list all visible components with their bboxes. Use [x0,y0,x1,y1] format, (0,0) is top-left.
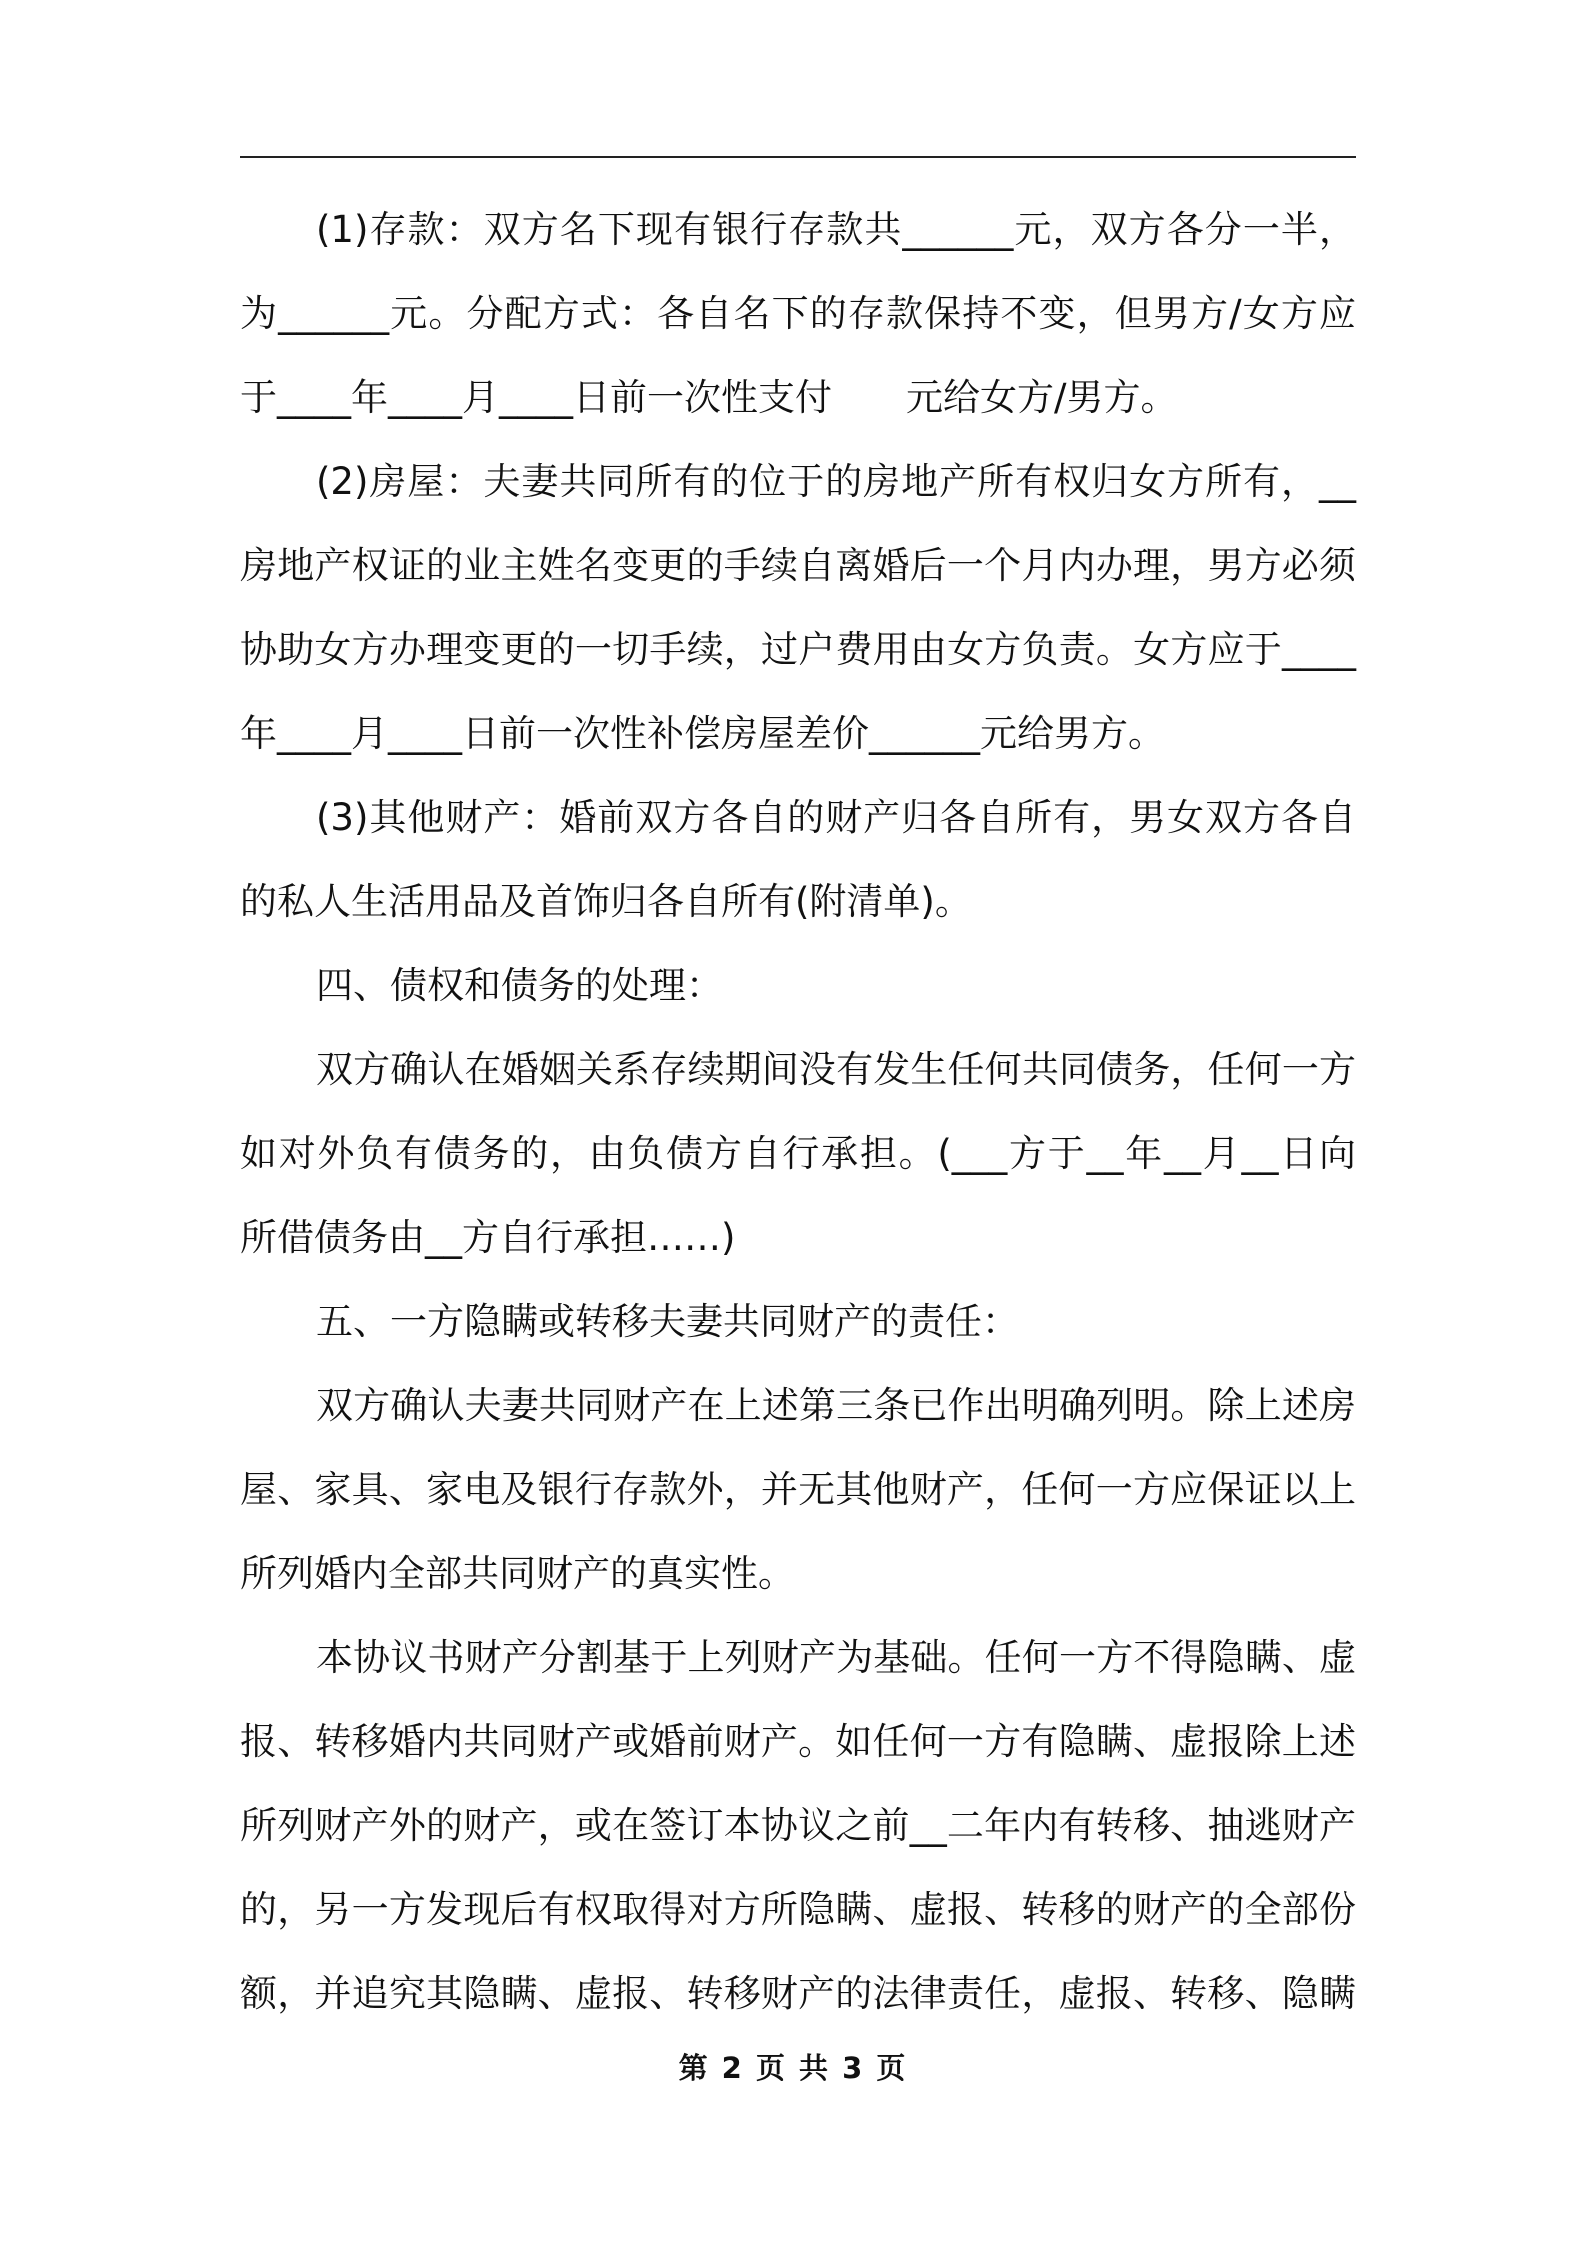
text-line: 报、转移婚内共同财产或婚前财产。如任何一方有隐瞒、虚报除上述 [240,1720,1356,1763]
text-line: 屋、家具、家电及银行存款外，并无其他财产，任何一方应保证以上 [240,1468,1356,1511]
text-line: 所借债务由__方自行承担……) [240,1216,736,1259]
text-line: 的私人生活用品及首饰归各自所有(附清单)。 [240,880,972,923]
text-line: 如对外负有债务的，由负债方自行承担。(___方于__年__月__日向 [240,1132,1356,1175]
text-line: (3)其他财产：婚前双方各自的财产归各自所有，男女双方各自 [316,796,1356,839]
section-heading: 五、一方隐瞒或转移夫妻共同财产的责任： [316,1300,1019,1343]
text-line: 协助女方办理变更的一切手续，过户费用由女方负责。女方应于____ [240,628,1356,671]
text-line: 所列财产外的财产，或在签订本协议之前__二年内有转移、抽逃财产 [240,1804,1356,1847]
section-heading: 四、债权和债务的处理： [316,964,723,1007]
text-line: (2)房屋：夫妻共同所有的位于的房地产所有权归女方所有，__ [316,460,1356,503]
body-text [240,188,1356,2036]
text-line: (1)存款：双方名下现有银行存款共______元，双方各分一半， [316,208,1356,251]
text-line: 双方确认夫妻共同财产在上述第三条已作出明确列明。除上述房 [316,1384,1356,1427]
text-line: 本协议书财产分割基于上列财产为基础。任何一方不得隐瞒、虚 [316,1636,1356,1679]
text-line: 于____年____月____日前一次性支付 元给女方/男方。 [240,376,1178,419]
text-line: 房地产权证的业主姓名变更的手续自离婚后一个月内办理，男方必须 [240,544,1356,587]
text-line: 年____月____日前一次性补偿房屋差价______元给男方。 [240,712,1165,755]
header-rule [240,156,1356,158]
text-line: 额，并追究其隐瞒、虚报、转移财产的法律责任，虚报、转移、隐瞒 [240,1972,1356,2015]
page-number-footer: 第 2 页 共 3 页 [678,2051,908,2085]
text-line: 双方确认在婚姻关系存续期间没有发生任何共同债务，任何一方 [316,1048,1356,1091]
text-line: 为______元。分配方式：各自名下的存款保持不变，但男方/女方应 [240,292,1356,335]
text-line: 所列婚内全部共同财产的真实性。 [240,1552,795,1595]
text-line: 的，另一方发现后有权取得对方所隐瞒、虚报、转移的财产的全部份 [240,1888,1356,1931]
